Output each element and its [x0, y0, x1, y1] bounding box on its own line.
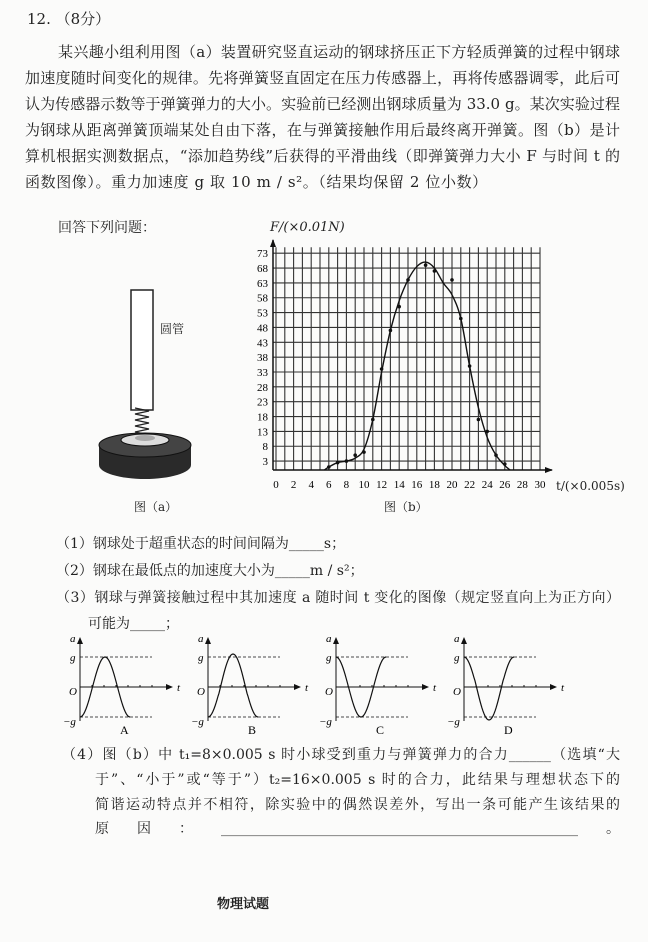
- acceleration-curve: [464, 657, 514, 720]
- paragraph-line: 算机根据实测数据点，“添加趋势线”后获得的平滑曲线（即弹簧弹力大小 F 与时间 t 的: [25, 147, 620, 165]
- data-point: [485, 430, 489, 434]
- x-tick-label: 24: [481, 479, 493, 491]
- question-3-cont: 可能为_____；: [88, 616, 179, 632]
- x-tick-label: 2: [290, 479, 297, 491]
- option-label: B: [248, 723, 257, 737]
- data-point: [450, 278, 454, 282]
- option-label: C: [376, 723, 385, 737]
- y-tick-label: 38: [257, 352, 268, 365]
- data-point: [406, 278, 410, 282]
- y-tick-label: 8: [262, 441, 268, 454]
- option-graph-a: [63, 633, 181, 737]
- paragraph-line: 某兴趣小组利用图（a）装置研究竖直运动的钢球挤压正下方轻质弹簧的过程中钢球: [58, 43, 620, 61]
- data-point: [424, 263, 428, 267]
- x-tick-label: 10: [358, 479, 370, 491]
- y-tick-label: 43: [257, 337, 268, 350]
- t-axis-label: t: [305, 682, 309, 694]
- origin-label: O: [69, 686, 77, 698]
- question-1: （1）钢球处于超重状态的时间间隔为_____s；: [56, 536, 346, 552]
- y-tick-label: 73: [257, 248, 268, 261]
- origin-label: O: [197, 686, 205, 698]
- data-point: [433, 269, 437, 273]
- a-axis-arrow-icon: [461, 637, 467, 644]
- question-4-line: 于”、“小于”或“等于”）t₂=16×0.005 s 时的合力，此结果与理想状态下的: [95, 772, 620, 788]
- y-tick-label: 63: [257, 277, 268, 290]
- y-tick-label: 3: [262, 456, 268, 469]
- data-point: [380, 367, 384, 371]
- option-label: A: [120, 723, 129, 737]
- neg-g-label: −g: [447, 716, 460, 728]
- question-number: 12. （8分）: [27, 10, 111, 28]
- y-tick-label: 48: [257, 322, 268, 335]
- data-point: [362, 450, 366, 454]
- t-axis-label: t: [561, 682, 565, 694]
- x-tick-label: 4: [308, 479, 314, 491]
- t-axis-arrow-icon: [550, 684, 557, 690]
- t-axis-arrow-icon: [294, 684, 301, 690]
- acceleration-curve: [208, 654, 258, 717]
- option-graph-b: [191, 633, 309, 737]
- g-label: g: [70, 652, 76, 664]
- x-tick-label: 0: [273, 479, 279, 491]
- data-point: [371, 418, 375, 422]
- a-axis-label: a: [198, 633, 204, 645]
- x-tick-label: 22: [464, 479, 476, 491]
- data-point: [336, 461, 340, 465]
- y-tick-label: 33: [257, 366, 268, 379]
- t-axis-label: t: [177, 682, 181, 694]
- origin-label: O: [325, 686, 333, 698]
- option-graph-d: [447, 633, 565, 737]
- t-axis-arrow-icon: [422, 684, 429, 690]
- y-axis-label: F/(×0.01N): [270, 220, 345, 235]
- option-graphs: [0, 630, 648, 740]
- x-tick-label: 28: [516, 479, 528, 491]
- option-graph-c: [319, 633, 437, 737]
- g-label: g: [454, 652, 460, 664]
- option-label: D: [504, 723, 513, 737]
- paragraph-line: 函数图像）。重力加速度 g 取 10 m / s²。（结果均保留 2 位小数）: [25, 173, 488, 191]
- data-point: [503, 462, 507, 466]
- data-point: [397, 305, 401, 309]
- x-tick-label: 20: [446, 479, 458, 491]
- y-tick-label: 58: [257, 292, 268, 305]
- paragraph-line: 加速度随时间变化的规律。先将弹簧竖直固定在压力传感器上，再将传感器调零，此后可: [25, 69, 620, 87]
- x-tick-label: 8: [343, 479, 350, 491]
- x-tick-label: 18: [428, 479, 440, 491]
- tube-label: 圆管: [160, 322, 185, 336]
- data-point: [353, 453, 357, 457]
- figure-a-caption: 图（a）: [134, 500, 178, 514]
- neg-g-label: −g: [191, 716, 204, 728]
- paragraph-line: 为钢球从距离弹簧顶端某处自由下落，在与弹簧接触作用后最终离开弹簧。图（b）是计: [25, 121, 620, 139]
- neg-g-label: −g: [319, 716, 332, 728]
- prompt: 回答下列问题：: [58, 220, 156, 236]
- y-axis-arrow-icon: [270, 239, 276, 247]
- y-tick-label: 68: [257, 263, 268, 276]
- x-tick-label: 30: [534, 479, 546, 491]
- a-axis-label: a: [454, 633, 460, 645]
- a-axis-arrow-icon: [333, 637, 339, 644]
- x-axis-arrow-icon: [545, 467, 553, 473]
- g-label: g: [326, 652, 332, 664]
- a-axis-label: a: [326, 633, 332, 645]
- x-tick-label: 16: [411, 479, 423, 491]
- a-axis-label: a: [70, 633, 76, 645]
- question-4-line: 简谐运动特点并不相符，除实验中的偶然误差外，写出一条可能产生该结果的: [95, 797, 620, 813]
- paragraph-line: 认为传感器示数等于弹簧弹力的大小。实验前已经测出钢球质量为 33.0 g。某次实验过程: [25, 95, 620, 113]
- data-point: [345, 459, 349, 463]
- x-tick-label: 6: [326, 479, 332, 491]
- y-tick-label: 53: [257, 307, 268, 320]
- x-tick-label: 26: [499, 479, 511, 491]
- y-tick-label: 13: [257, 426, 268, 439]
- g-label: g: [198, 652, 204, 664]
- question-3: （3）钢球与弹簧接触过程中其加速度 a 随时间 t 变化的图像（规定竖直向上为正方向）: [56, 590, 620, 606]
- data-point: [459, 317, 463, 321]
- question-4-line: 原因：___________________________________________________。: [95, 821, 620, 837]
- a-axis-arrow-icon: [205, 637, 211, 644]
- question-4-line: （4）图（b）中 t₁=8×0.005 s 时小球受到重力与弹簧弹力的合力______（选填“大: [62, 747, 620, 763]
- question-2: （2）钢球在最低点的加速度大小为_____m / s²；: [56, 563, 364, 579]
- y-tick-label: 23: [257, 396, 268, 409]
- origin-label: O: [453, 686, 461, 698]
- y-tick-label: 28: [257, 381, 268, 394]
- data-point: [477, 418, 481, 422]
- x-tick-label: 14: [393, 479, 405, 491]
- data-point: [494, 453, 498, 457]
- x-tick-label: 12: [376, 479, 388, 491]
- data-point: [389, 329, 393, 333]
- t-axis-arrow-icon: [166, 684, 173, 690]
- data-point: [327, 465, 331, 469]
- x-axis-label: t/(×0.005s): [556, 479, 625, 493]
- y-tick-label: 18: [257, 411, 268, 424]
- neg-g-label: −g: [63, 716, 76, 728]
- a-axis-arrow-icon: [77, 637, 83, 644]
- footer: 物理试题: [217, 897, 270, 912]
- data-point: [468, 364, 472, 368]
- t-axis-label: t: [433, 682, 437, 694]
- figure-b-caption: 图（b）: [384, 500, 428, 514]
